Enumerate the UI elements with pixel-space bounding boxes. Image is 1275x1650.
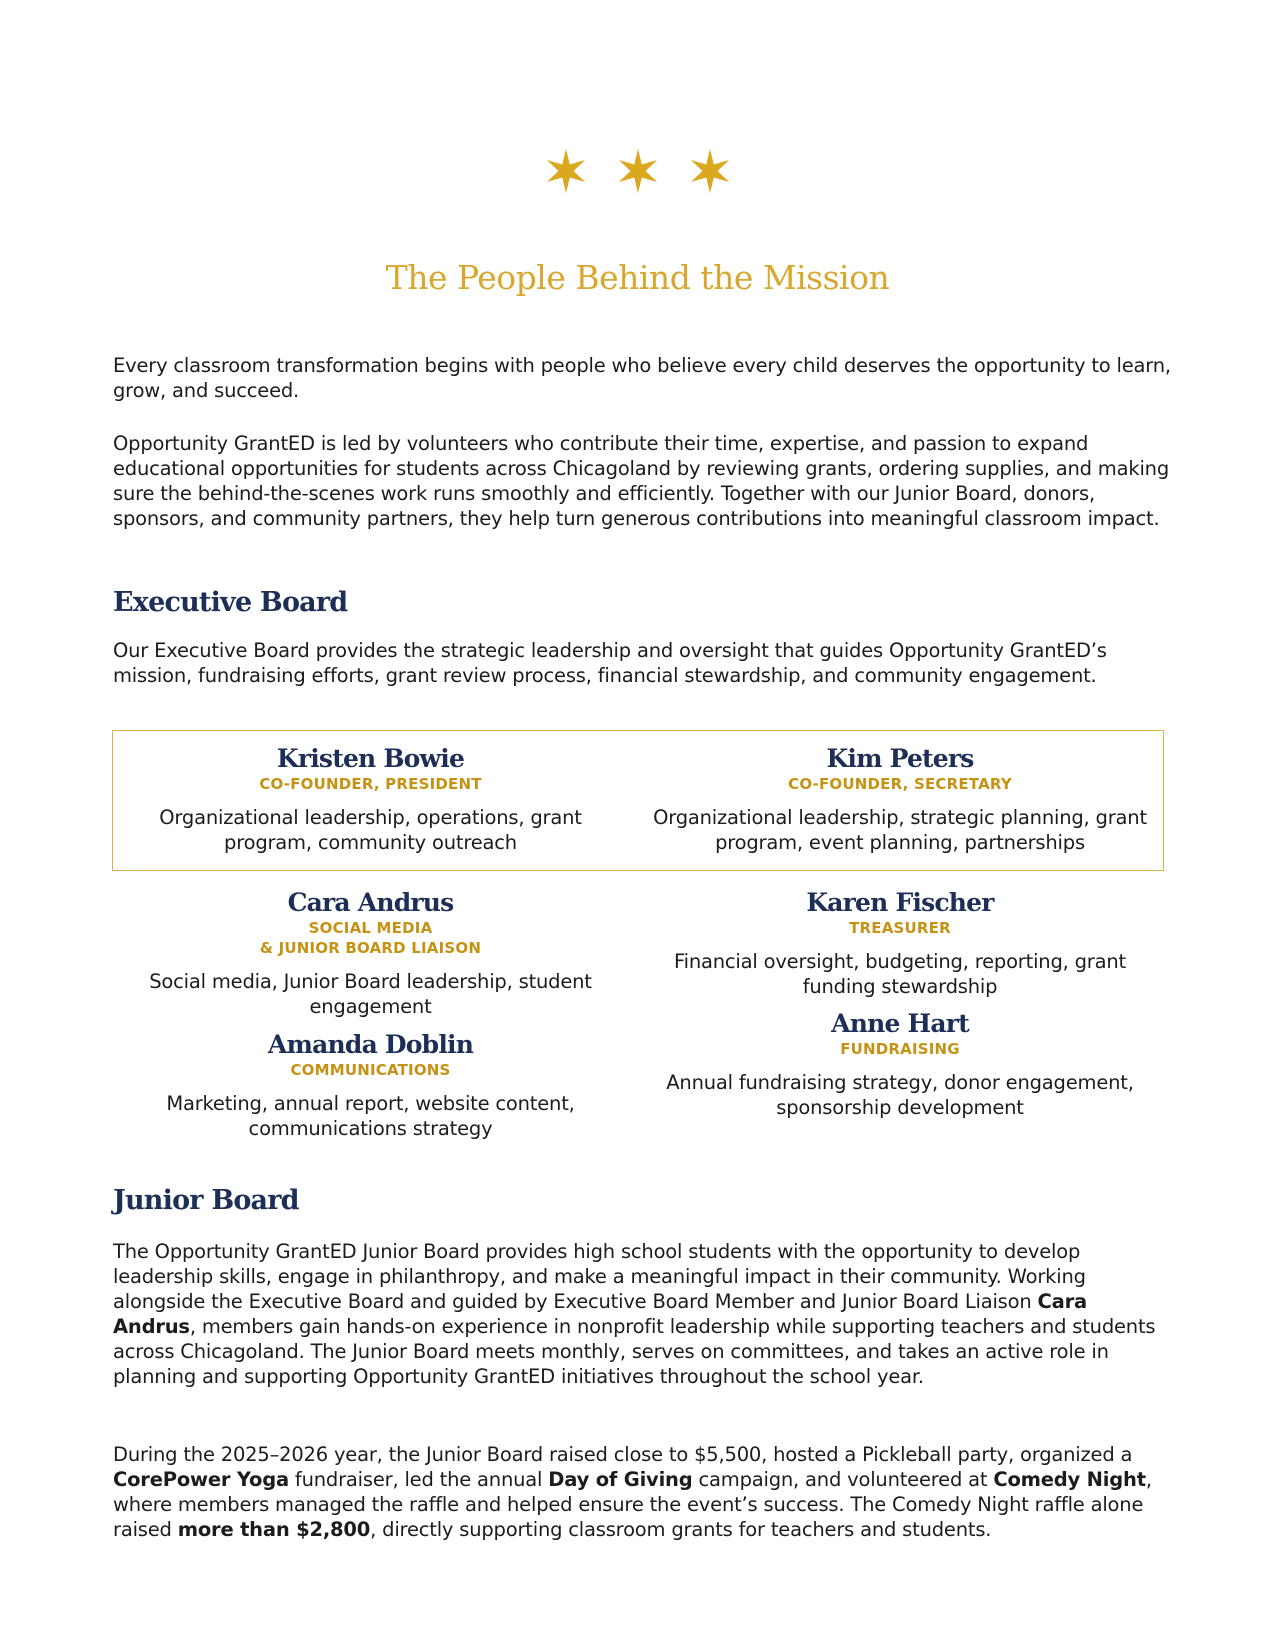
star-icon (615, 148, 661, 194)
member-name: Anne Hart (831, 1009, 969, 1038)
member-role-line-2: & JUNIOR BOARD LIAISON (259, 939, 482, 957)
junior-board-paragraph-1: The Opportunity GrantED Junior Board provides high school students with the opportunity to develop leadership skills, engage in philanthropy, and make a meaningful impact in their community. Working alongside the Executive Board and guided by Executive Board Member and Junior Board Liaison Cara Andrus, members gain hands-on experience in nonprofit leadership while supporting teachers and students across Chicagoland. The Junior Board meets monthly, serves on committees, and takes an active role in planning and supporting Opportunity GrantED initiatives throughout the school year. (113, 1240, 1156, 1388)
member-name: Cara Andrus (287, 888, 454, 917)
member-name: Karen Fischer (806, 888, 994, 917)
member-card (650, 1009, 1150, 1120)
member-name: Kristen Bowie (276, 744, 465, 773)
member-name: Amanda Doblin (267, 1030, 474, 1059)
member-description: Organizational leadership, operations, grant program, community outreach (159, 806, 582, 854)
member-name: Kim Peters (826, 744, 974, 773)
intro-paragraph-2: Opportunity GrantED is led by volunteers who contribute their time, expertise, and passion to expand educational opportunities for students across Chicagoland by reviewing grants, ordering supplies, and making sure the behind-the-scenes work runs smoothly and efficiently. Together with our Junior Board, donors, sponsors, and community partners, they help turn generous contributions into meaningful classroom impact. (113, 432, 1170, 530)
member-description: Social media, Junior Board leadership, student engagement (149, 970, 592, 1018)
member-card (123, 1030, 618, 1141)
member-card (650, 888, 1150, 999)
member-description: Marketing, annual report, website content, communications strategy (166, 1092, 575, 1140)
member-description: Organizational leadership, strategic planning, grant program, event planning, partnerships (653, 806, 1147, 854)
member-description: Financial oversight, budgeting, reporting, grant funding stewardship (674, 950, 1126, 998)
member-card (123, 744, 618, 855)
junior-board-heading: Junior Board (113, 1185, 299, 1216)
executive-board-heading: Executive Board (113, 587, 348, 618)
member-role: SOCIAL MEDIA (308, 919, 433, 937)
stars-decoration (0, 148, 1275, 194)
member-card (650, 744, 1150, 855)
member-role: FUNDRAISING (840, 1040, 960, 1058)
member-description: Annual fundraising strategy, donor engagement, sponsorship development (666, 1071, 1134, 1119)
junior-board-paragraph-2: During the 2025–2026 year, the Junior Board raised close to $5,500, hosted a Pickleball party, organized a CorePower Yoga fundraiser, led the annual Day of Giving campaign, and volunteered at Comedy Night, where members managed the raffle and helped ensure the event’s success. The Comedy Night raffle alone raised more than $2,800, directly supporting classroom grants for teachers and students. (113, 1443, 1152, 1541)
member-card (123, 888, 618, 1019)
star-icon (687, 148, 733, 194)
star-icon (543, 148, 589, 194)
member-role: COMMUNICATIONS (290, 1061, 451, 1079)
executive-board-description: Our Executive Board provides the strategic leadership and oversight that guides Opportunity GrantED’s mission, fundraising efforts, grant review process, financial stewardship, and community engagement. (113, 639, 1107, 687)
intro-paragraph-1: Every classroom transformation begins with people who believe every child deserves the opportunity to learn, grow, and succeed. (113, 354, 1171, 402)
member-role: CO-FOUNDER, SECRETARY (788, 775, 1012, 793)
page-title: The People Behind the Mission (385, 258, 890, 297)
member-role: CO-FOUNDER, PRESIDENT (259, 775, 482, 793)
member-role: TREASURER (849, 919, 951, 937)
